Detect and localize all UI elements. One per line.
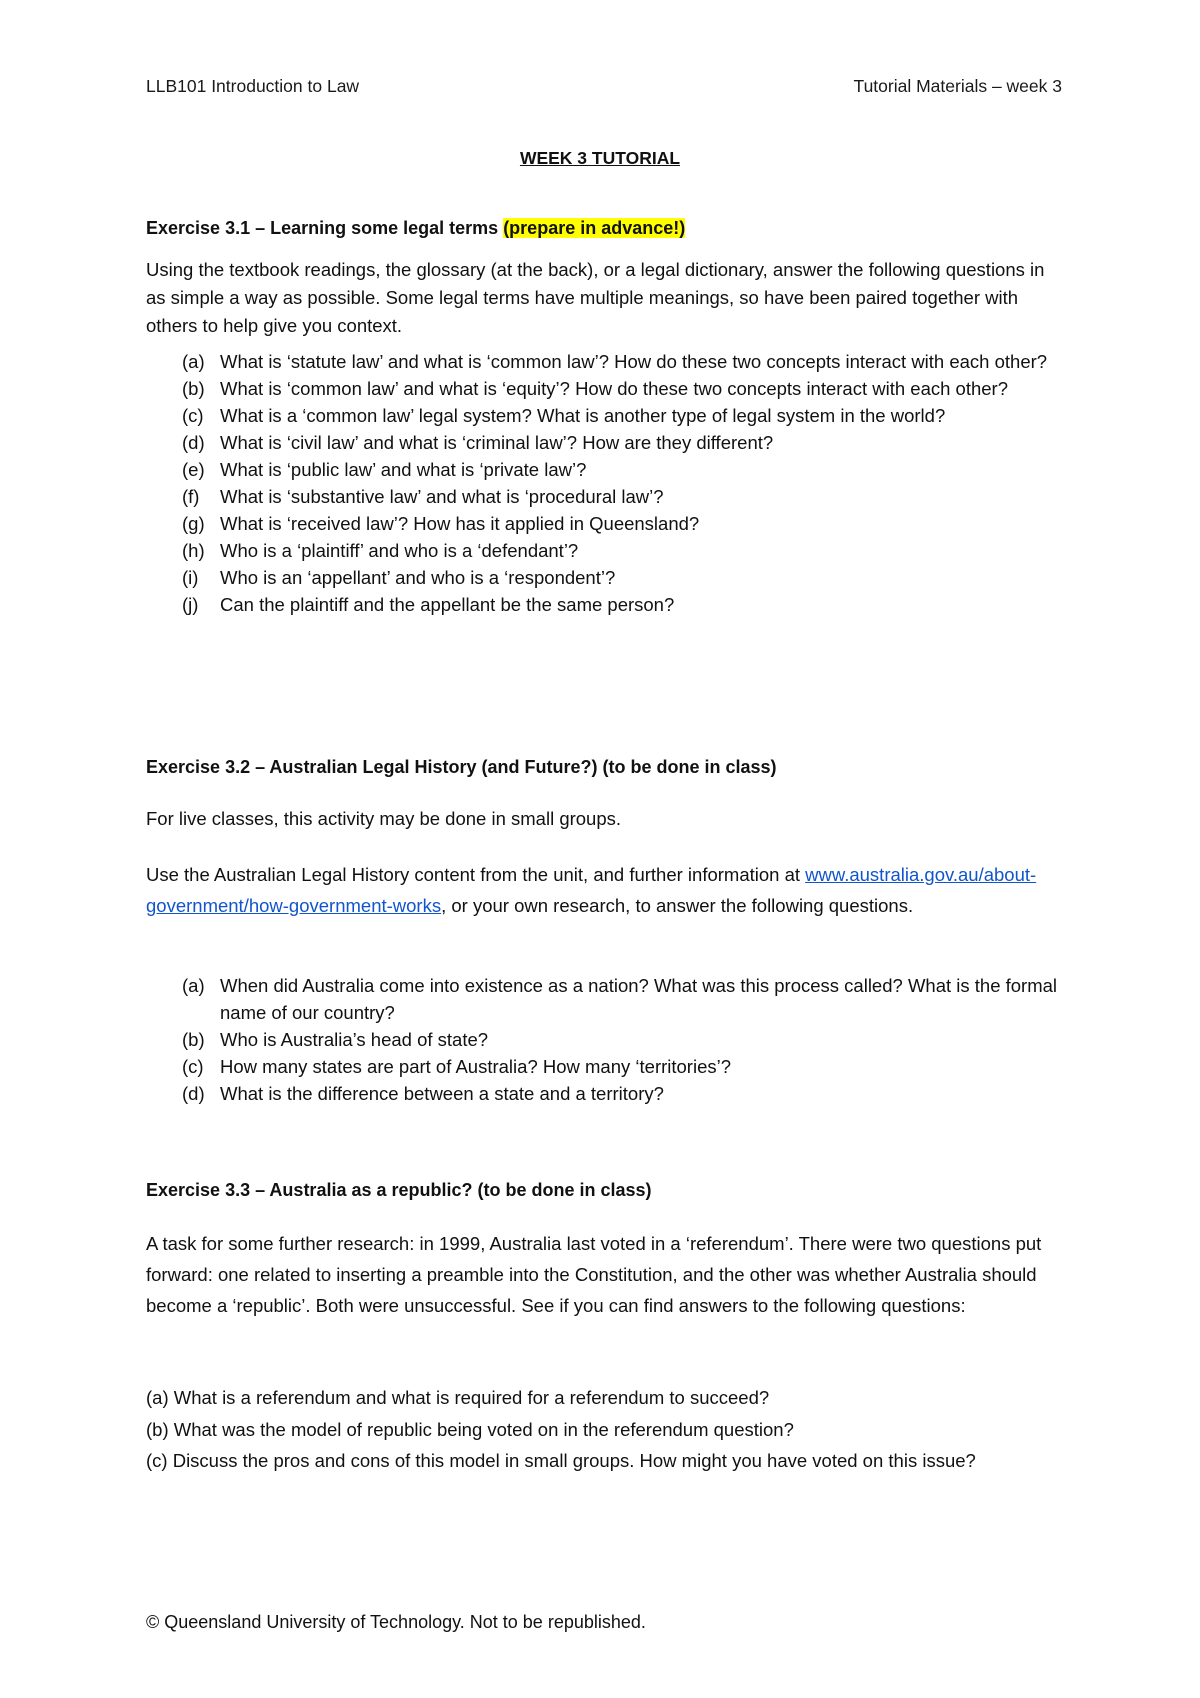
list-item: (b) What was the model of republic being voted on in the referendum question? bbox=[146, 1418, 794, 1440]
list-item bbox=[182, 1080, 1062, 1107]
list-item-text: Who is a ‘plaintiff’ and who is a ‘defendant’? bbox=[220, 540, 579, 561]
list-item-text: What is ‘substantive law’ and what is ‘procedural law’? bbox=[220, 486, 664, 507]
list-item bbox=[182, 348, 1062, 375]
list-item-label: (a) bbox=[182, 351, 205, 372]
list-item-text: What is ‘common law’ and what is ‘equity’? How do these two concepts interact with each other? bbox=[220, 378, 1009, 399]
exercise-3-3-para: A task for some further research: in 1999, Australia last voted in a ‘referendum’. There were two questions put forward: one related to inserting a preamble into the Constitution, and the other was whether Australia should become a ‘republic’. Both were unsuccessful. See if you can find answers to the following questions: bbox=[146, 1233, 1042, 1316]
list-item bbox=[182, 537, 1062, 564]
list-item-label: (b) bbox=[182, 1029, 205, 1050]
list-item: (a) What is a referendum and what is required for a referendum to succeed? bbox=[146, 1387, 770, 1408]
list-item-label: (d) bbox=[182, 432, 205, 453]
header-course-title: LLB101 Introduction to Law bbox=[146, 76, 360, 96]
exercise-3-1-intro: Using the textbook readings, the glossary (at the back), or a legal dictionary, answer the following questions in as simple a way as possible. Some legal terms have multiple meanings, so have been paired together with others to help give you context. bbox=[146, 259, 1045, 336]
list-item-text: What is ‘civil law’ and what is ‘criminal law’? How are they different? bbox=[220, 432, 774, 453]
list-item-label: (c) bbox=[182, 1056, 204, 1077]
list-item-label: (f) bbox=[182, 486, 200, 507]
list-item bbox=[182, 1026, 1062, 1053]
australia-gov-link[interactable]: www.australia.gov.au/about-government/how-government-works bbox=[146, 864, 1037, 916]
prepare-in-advance-highlight: (prepare in advance!) bbox=[503, 218, 686, 238]
exercise-3-1-heading-text: Exercise 3.1 – Learning some legal terms bbox=[146, 218, 504, 238]
list-item-text: What is a ‘common law’ legal system? What is another type of legal system in the world? bbox=[220, 405, 946, 426]
exercise-3-3-question-list bbox=[146, 1382, 1066, 1477]
list-item bbox=[182, 456, 1062, 483]
exercise-3-2-para-1: For live classes, this activity may be done in small groups. bbox=[146, 808, 622, 829]
list-item-text: What is ‘received law’? How has it applied in Queensland? bbox=[220, 513, 700, 534]
exercise-3-1-heading bbox=[146, 218, 685, 239]
exercise-3-2-heading: Exercise 3.2 – Australian Legal History (and Future?) (to be done in class) bbox=[146, 757, 777, 777]
list-item bbox=[182, 429, 1062, 456]
list-item bbox=[182, 375, 1062, 402]
list-item-text: Can the plaintiff and the appellant be the same person? bbox=[220, 594, 675, 615]
list-item bbox=[182, 402, 1062, 429]
exercise-3-1-question-list bbox=[182, 348, 1062, 618]
list-item-text: When did Australia come into existence as a nation? What was this process called? What is the formal name of our country? bbox=[220, 975, 1058, 1023]
list-item bbox=[182, 510, 1062, 537]
exercise-3-3-heading: Exercise 3.3 – Australia as a republic? (to be done in class) bbox=[146, 1180, 652, 1200]
list-item-label: (d) bbox=[182, 1083, 205, 1104]
list-item-label: (h) bbox=[182, 540, 205, 561]
list-item-text: Who is an ‘appellant’ and who is a ‘respondent’? bbox=[220, 567, 616, 588]
list-item-text: What is ‘public law’ and what is ‘private law’? bbox=[220, 459, 587, 480]
list-item-label: (i) bbox=[182, 567, 199, 588]
exercise-3-2-question-list bbox=[182, 972, 1062, 1107]
list-item: (c) Discuss the pros and cons of this model in small groups. How might you have voted on this issue? bbox=[146, 1450, 976, 1471]
list-item-label: (c) bbox=[182, 405, 204, 426]
list-item bbox=[182, 972, 1062, 1026]
list-item bbox=[182, 591, 1062, 618]
list-item-text: What is the difference between a state and a territory? bbox=[220, 1083, 664, 1104]
list-item bbox=[182, 1053, 1062, 1080]
list-item-label: (a) bbox=[182, 975, 205, 996]
list-item-label: (b) bbox=[182, 378, 205, 399]
header-materials-label: Tutorial Materials – week 3 bbox=[853, 76, 1062, 96]
list-item bbox=[182, 564, 1062, 591]
page-title: WEEK 3 TUTORIAL bbox=[519, 148, 681, 168]
list-item-label: (j) bbox=[182, 594, 199, 615]
list-item-text: How many states are part of Australia? How many ‘territories’? bbox=[220, 1056, 732, 1077]
list-item-text: Who is Australia’s head of state? bbox=[220, 1029, 489, 1050]
list-item bbox=[182, 483, 1062, 510]
footer-copyright: © Queensland University of Technology. Not to be republished. bbox=[146, 1612, 646, 1632]
list-item-text: What is ‘statute law’ and what is ‘common law’? How do these two concepts interact with each other? bbox=[220, 351, 1048, 372]
exercise-3-2-para-2-text: Use the Australian Legal History content from the unit, and further information at bbox=[146, 864, 806, 885]
exercise-3-2-para-2 bbox=[146, 859, 1066, 921]
list-item-label: (g) bbox=[182, 513, 205, 534]
list-item-label: (e) bbox=[182, 459, 205, 480]
exercise-3-2-para-2-tail: , or your own research, to answer the following questions. bbox=[441, 895, 914, 916]
